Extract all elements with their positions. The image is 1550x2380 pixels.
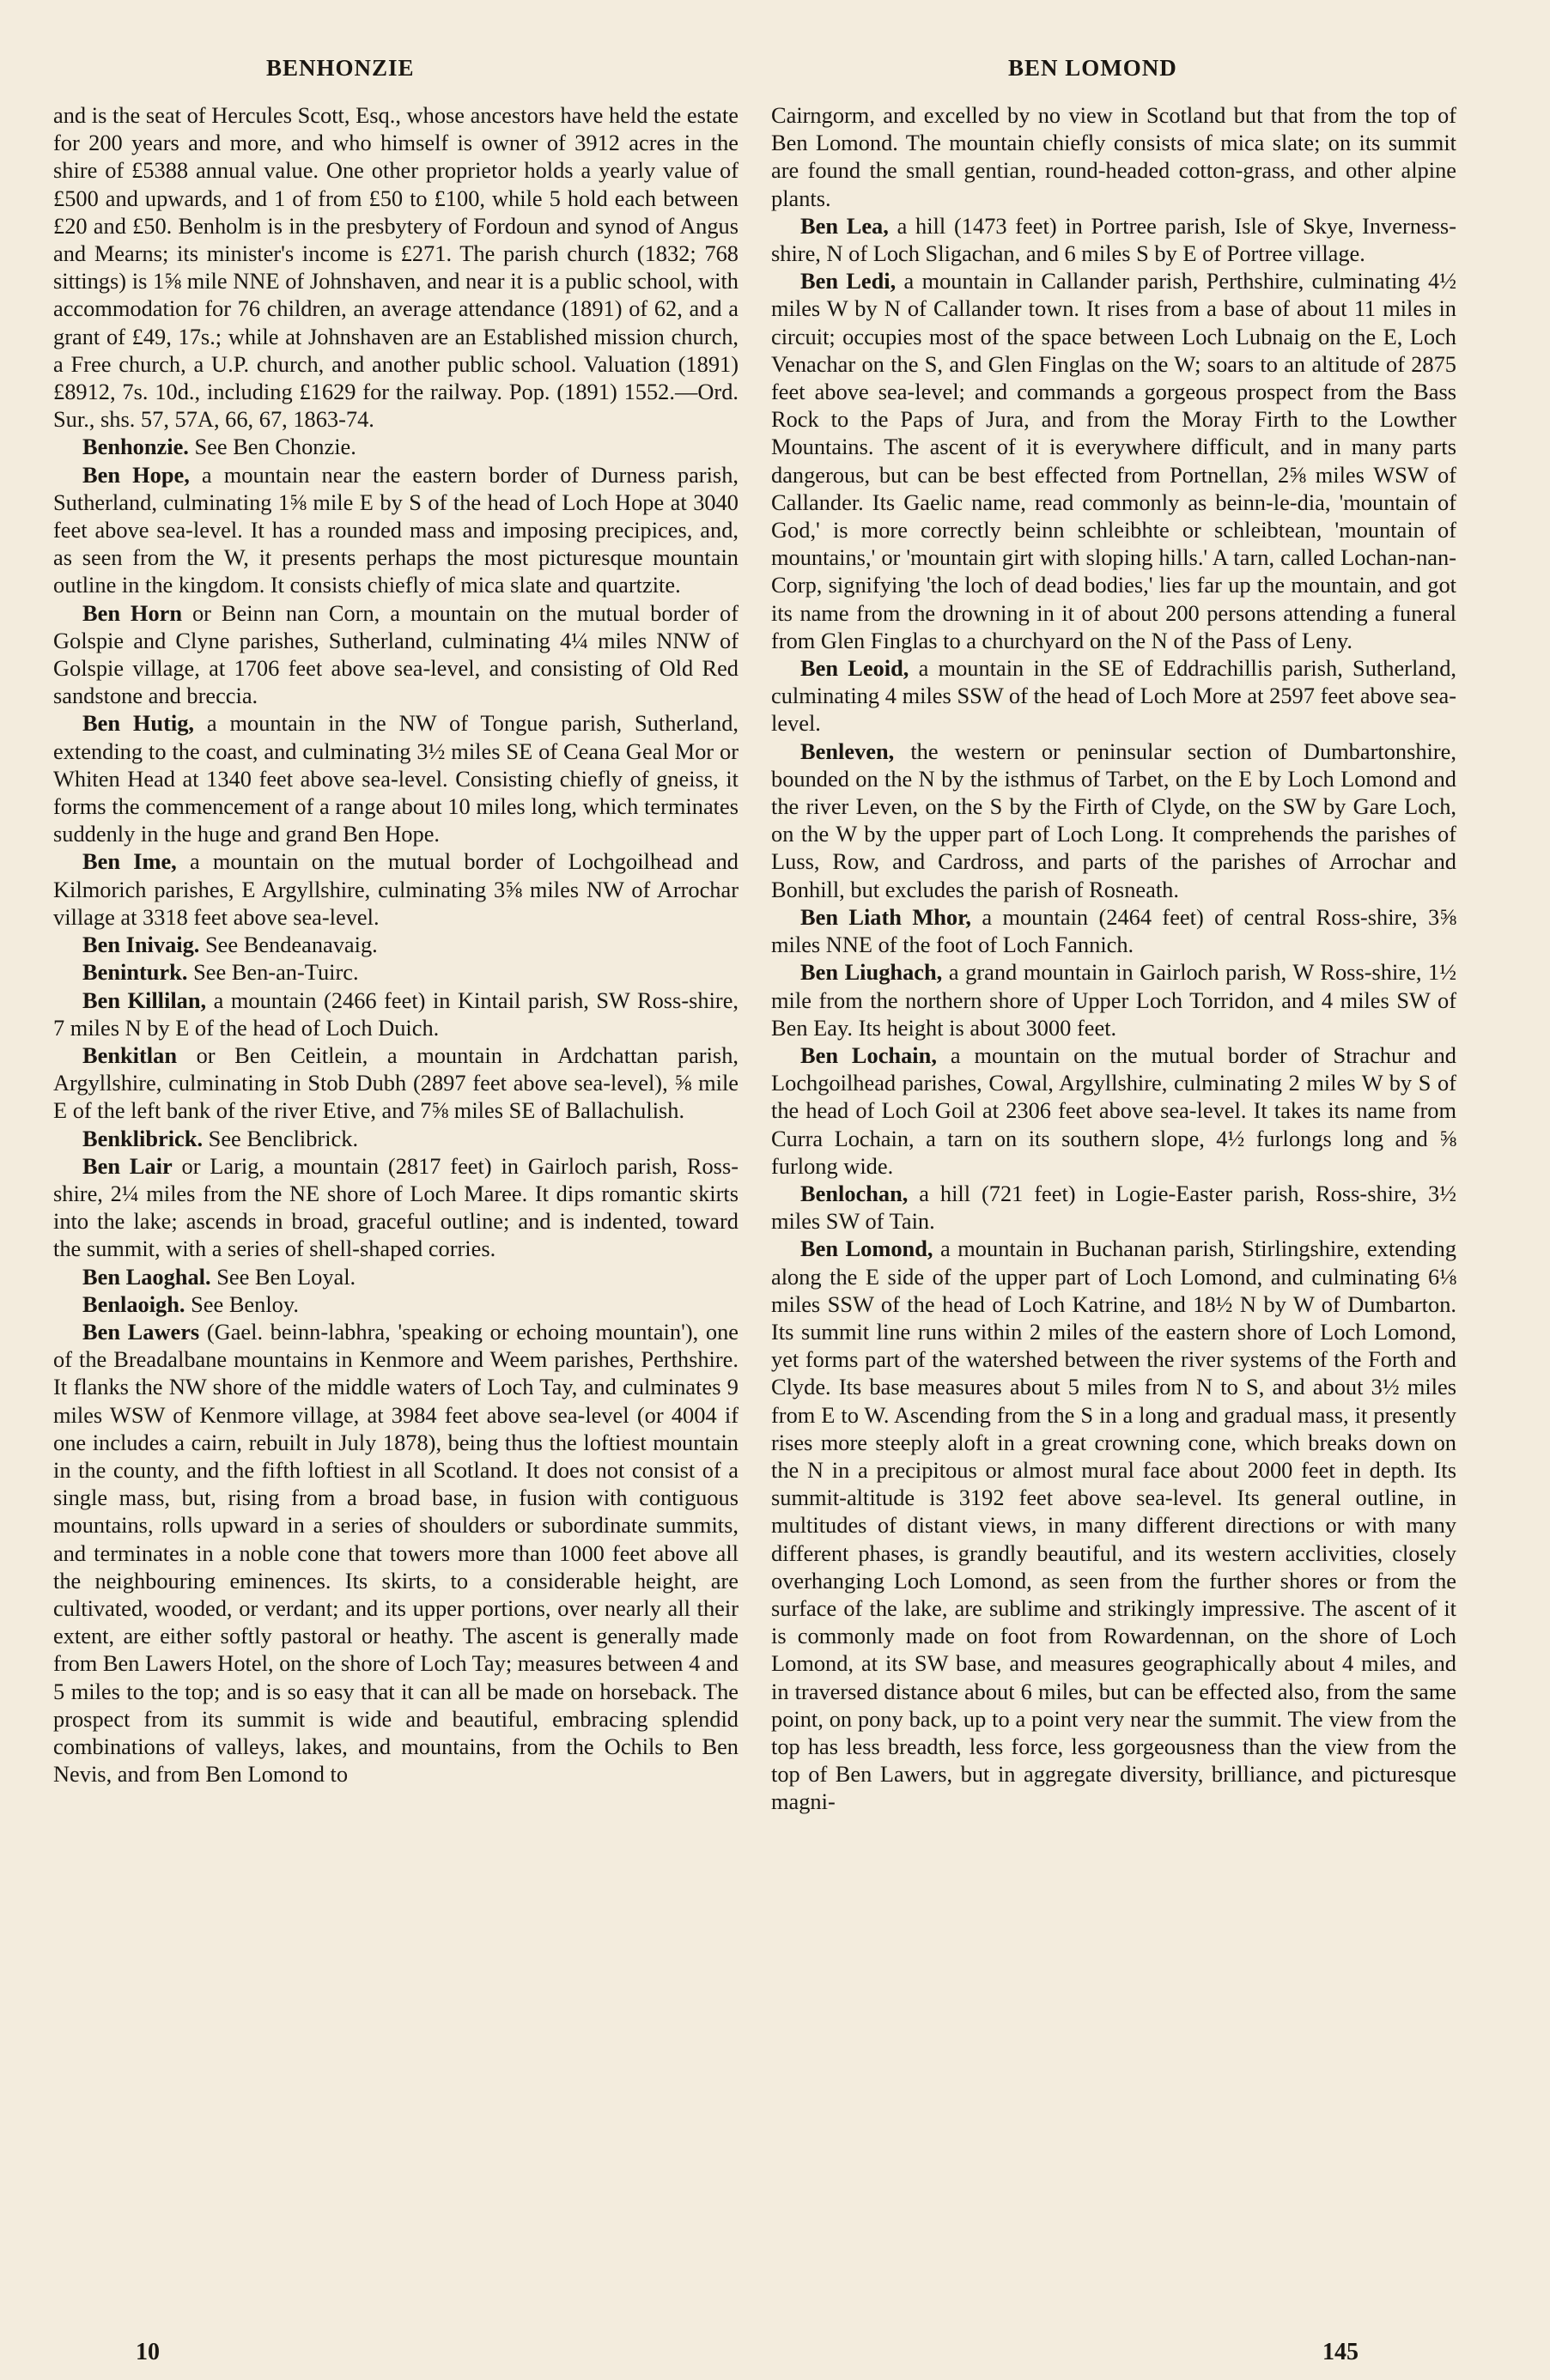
entry-paragraph [53, 101, 739, 433]
entry-headword: Ben Hope, [82, 461, 190, 488]
entry-paragraph [53, 1290, 739, 1318]
entry-text: and is the seat of Hercules Scott, Esq., whose ancestors have held the estate for 200 years and more, and who himself is owner of 3912 acres in the shire of £5388 annual value. One other proprietor holds a yearly value of £500 and upwards, and 1 of from £50 to £100, while 5 hold each between £20 and £50. Benholm is in the presbytery of Fordoun and synod of Angus and Mearns; its minister's income is £271. The parish church (1832; 768 sittings) is 1⅝ mile NNE of Johnshaven, and near it is a public school, with accommodation for 76 children, an average attendance (1891) of 62, and a grant of £49, 17s.; while at Johnshaven are an Established mission church, a Free church, a U.P. church, and another public school. Valuation (1891) £8912, 7s. 10d., including £1629 for the railway. Pop. (1891) 1552.—Ord. Sur., shs. 57, 57A, 66, 67, 1863-74. [53, 102, 739, 433]
entry-paragraph [53, 958, 739, 986]
entry-paragraph [53, 987, 739, 1041]
entry-headword: Benklibrick. [82, 1125, 204, 1151]
entry-text: a mountain in the SE of Eddrachillis parish, Sutherland, culminating 4 miles SSW of the head of Loch More at 2597 feet above sea-level. [771, 655, 1456, 737]
running-head-left: BENHONZIE [266, 55, 415, 81]
entry-headword: Ben Ledi, [800, 268, 897, 294]
entry-headword: Ben Lochain, [800, 1041, 937, 1068]
entry-text: a mountain in Buchanan parish, Stirlingshire, extending along the E side of the upper part of Loch Lomond, and culminating 6⅛ miles SSW of the head of Loch Katrine, and 18½ N by W of Dumbarton. Its summit line runs within 2 miles of the eastern shore of Loch Lomond, yet forms part of the watershed between the river systems of the Forth and Clyde. Its base measures about 5 miles from N to S, and about 3½ miles from E to W. Ascending from the S in a long and gradual mass, it presently rises more steeply aloft in a great crowning cone, which breaks down on the N in a precipitous or almost mural face about 2000 feet in depth. Its summit-altitude is 3192 feet above sea-level. Its general outline, in multitudes of distant views, in many different directions or with many different phases, is grandly beautiful, and its western acclivities, closely overhanging Loch Lomond, as seen from the further shores or from the surface of the lake, are sublime and strikingly impressive. The ascent of it is commonly made on foot from Rowardennan, on the shore of Loch Lomond, at its SW base, and measures geographically about 4 miles, and in traversed distance about 6 miles, but can be effected also, from the same point, on pony back, up to a point very near the summit. The view from the top has less breadth, less force, less gorgeousness than the view from the top of Ben Lawers, but in aggregate diversity, brilliance, and picturesque magni- [771, 1236, 1456, 1815]
entry-paragraph [53, 1152, 739, 1263]
entry-text: (Gael. beinn-labhra, 'speaking or echoing mountain'), one of the Breadalbane mountains in Kenmore and Weem parishes, Perthshire. It flanks the NW shore of the middle waters of Loch Tay, and culminates 9 miles WSW of Kenmore village, at 3984 feet above sea-level (or 4004 if one includes a cairn, rebuilt in July 1878), being thus the loftiest mountain in the county, and the fifth loftiest in all Scotland. It does not consist of a single mass, but, rising from a broad base, in fusion with contiguous mountains, rolls upward in a series of shoulders or subordinate summits, and terminates in a noble cone that towers more than 1000 feet above all the neighbouring eminences. Its skirts, to a considerable height, are cultivated, wooded, or verdant; and its upper portions, over nearly all their extent, are either softly pastoral or heathy. The ascent is generally made from Ben Lawers Hotel, on the shore of Loch Tay; measures between 4 and 5 miles to the top; and is so easy that it can all be made on horseback. The prospect from its summit is wide and beautiful, embracing splendid combinations of valleys, lakes, and mountains, from the Ochils to Ben Nevis, and from Ben Lomond to [53, 1318, 739, 1788]
entry-paragraph [771, 1180, 1456, 1235]
entry-text: the western or peninsular section of Dumbartonshire, bounded on the N by the isthmus of Tarbet, on the E by Loch Lomond and the river Leven, on the S by the Firth of Clyde, on the SW by Gare Loch, on the W by the upper part of Loch Long. It comprehends the parishes of Luss, Row, and Cardross, and parts of the parishes of Arrochar and Bonhill, but excludes the parish of Rosneath. [771, 738, 1456, 902]
entry-headword: Ben Hutig, [82, 710, 195, 737]
entry-text: Cairngorm, and excelled by no view in Scotland but that from the top of Ben Lomond. The mountain chiefly consists of mica slate; on its summit are found the small gentian, round-headed cotton-grass, and other alpine plants. [771, 102, 1456, 211]
entry-text: See Benclibrick. [203, 1125, 359, 1151]
entry-headword: Ben Lawers [82, 1318, 200, 1345]
entry-headword: Benlochan, [800, 1180, 909, 1206]
entry-paragraph [53, 1041, 739, 1125]
entry-paragraph [53, 461, 739, 599]
entry-paragraph [771, 267, 1456, 654]
entry-text: a hill (721 feet) in Logie-Easter parish, Ross-shire, 3½ miles SW of Tain. [771, 1180, 1456, 1235]
entry-text: a mountain near the eastern border of Durness parish, Sutherland, culminating 1⅝ mile E by S of the head of Loch Hope at 3040 feet above sea-level. It has a rounded mass and imposing precipices, and, as seen from the W, it presents perhaps the most picturesque mountain outline in the kingdom. It consists chiefly of mica slate and quartzite. [53, 461, 739, 598]
entry-paragraph [53, 433, 739, 460]
entry-paragraph [771, 654, 1456, 738]
entry-headword: Ben Killilan, [82, 987, 207, 1013]
entry-text: or Beinn nan Corn, a mountain on the mutual border of Golspie and Clyne parishes, Sutherland, culminating 4¼ miles NNW of Golspie village, at 1706 feet above sea-level, and consisting of Old Red sandstone and breccia. [53, 599, 739, 709]
entry-text: a mountain in the NW of Tongue parish, Sutherland, extending to the coast, and culminating 3½ miles SE of Ceana Geal Mor or Whiten Head at 1340 feet above sea-level. Consisting chiefly of gneiss, it forms the commencement of a range about 10 miles long, which terminates suddenly in the huge and grand Ben Hope. [53, 710, 739, 847]
entry-paragraph [771, 1041, 1456, 1180]
entry-headword: Ben Leoid, [800, 655, 909, 682]
entry-paragraph [771, 101, 1456, 212]
entry-text: or Ben Ceitlein, a mountain in Ardchattan parish, Argyllshire, culminating in Stob Dubh (2897 feet above sea-level), ⅝ mile E of the left bank of the river Etive, and 7⅝ miles SE of Ballachulish. [53, 1041, 739, 1124]
entry-paragraph [53, 1263, 739, 1290]
entry-text: a mountain on the mutual border of Strachur and Lochgoilhead parishes, Cowal, Argyllshire, culminating 2 miles W by S of the head of Loch Goil at 2306 feet above sea-level. It takes its name from Curra Lochain, a tarn on its southern slope, 4½ furlongs long and ⅝ furlong wide. [771, 1041, 1456, 1179]
entry-paragraph [771, 903, 1456, 958]
entry-text: See Ben-an-Tuirc. [187, 959, 359, 986]
entry-headword: Benleven, [800, 738, 895, 764]
entry-paragraph [771, 1235, 1456, 1815]
entry-paragraph [771, 212, 1456, 267]
entry-paragraph [53, 931, 739, 958]
entry-headword: Ben Inivaig. [82, 932, 200, 958]
left-column [53, 101, 739, 1788]
entry-paragraph [53, 1125, 739, 1152]
page-number-left: 10 [136, 2339, 160, 2365]
entry-paragraph [771, 958, 1456, 1041]
entry-text: See Benloy. [185, 1290, 299, 1317]
entry-headword: Ben Lea, [800, 212, 889, 239]
entry-paragraph [53, 599, 739, 710]
entry-paragraph [53, 1318, 739, 1788]
entry-headword: Ben Horn [82, 599, 183, 626]
entry-headword: Ben Ime, [82, 848, 177, 875]
entry-headword: Benlaoigh. [82, 1290, 185, 1317]
entry-text: See Bendeanavaig. [199, 932, 378, 958]
page-number-right: 145 [1322, 2339, 1359, 2365]
right-column [771, 101, 1456, 1816]
entry-text: a grand mountain in Gairloch parish, W Ross-shire, 1½ mile from the northern shore of Upper Loch Torridon, and 4 miles SW of Ben Eay. Its height is about 3000 feet. [771, 959, 1456, 1041]
entry-headword: Benhonzie. [82, 434, 189, 460]
running-head-right: BEN LOMOND [1008, 55, 1177, 81]
entry-headword: Ben Laoghal. [82, 1263, 211, 1290]
entry-text: a mountain in Callander parish, Perthshire, culminating 4½ miles W by N of Callander town. It rises from a base of about 11 miles in circuit; occupies most of the space between Loch Lubnaig on the E, Loch Venachar on the S, and Glen Finglas on the W; soars to an altitude of 2875 feet above sea-level; and commands a gorgeous prospect from the Bass Rock to the Paps of Jura, and from the Moray Firth to the Lowther Mountains. The ascent of it is everywhere difficult, and in many parts dangerous, but can be best effected from Portnellan, 2⅝ miles WSW of Callander. Its Gaelic name, read commonly as beinn-le-dia, 'mountain of God,' is more correctly beinn schleibhte or schleibtean, 'mountain of mountains,' or 'mountain girt with sloping hills.' A tarn, called Lochan-nan-Corp, signifying 'the loch of dead bodies,' lies far up the mountain, and got its name from the drowning in it of about 200 persons attending a funeral from Glen Finglas to a churchyard on the N of the Pass of Leny. [771, 268, 1456, 653]
entry-headword: Ben Liughach, [800, 959, 943, 986]
entry-text: or Larig, a mountain (2817 feet) in Gairloch parish, Ross-shire, 2¼ miles from the NE shore of Loch Maree. It dips romantic skirts into the lake; ascends in broad, graceful outline; and is indented, toward the summit, with a series of shell-shaped corries. [53, 1152, 739, 1262]
entry-text: a mountain on the mutual border of Lochgoilhead and Kilmorich parishes, E Argyllshire, culminating 3⅝ miles NW of Arrochar village at 3318 feet above sea-level. [53, 848, 739, 930]
entry-headword: Ben Liath Mhor, [800, 903, 971, 930]
entry-paragraph [771, 738, 1456, 903]
entry-headword: Ben Lomond, [800, 1236, 933, 1262]
entry-paragraph [53, 847, 739, 931]
entry-text: See Ben Chonzie. [188, 434, 356, 460]
entry-text: See Ben Loyal. [210, 1263, 356, 1290]
entry-text: a mountain (2464 feet) of central Ross-shire, 3⅝ miles NNE of the foot of Loch Fannich. [771, 903, 1457, 958]
entry-headword: Beninturk. [82, 959, 188, 986]
entry-headword: Ben Lair [82, 1152, 173, 1179]
entry-text: a hill (1473 feet) in Portree parish, Isle of Skye, Inverness-shire, N of Loch Sligachan, and 6 miles S by E of Portree village. [771, 212, 1456, 267]
entry-paragraph [53, 709, 739, 847]
entry-headword: Benkitlan [82, 1041, 177, 1068]
entry-text: a mountain (2466 feet) in Kintail parish, SW Ross-shire, 7 miles N by E of the head of Loch Duich. [53, 987, 739, 1041]
